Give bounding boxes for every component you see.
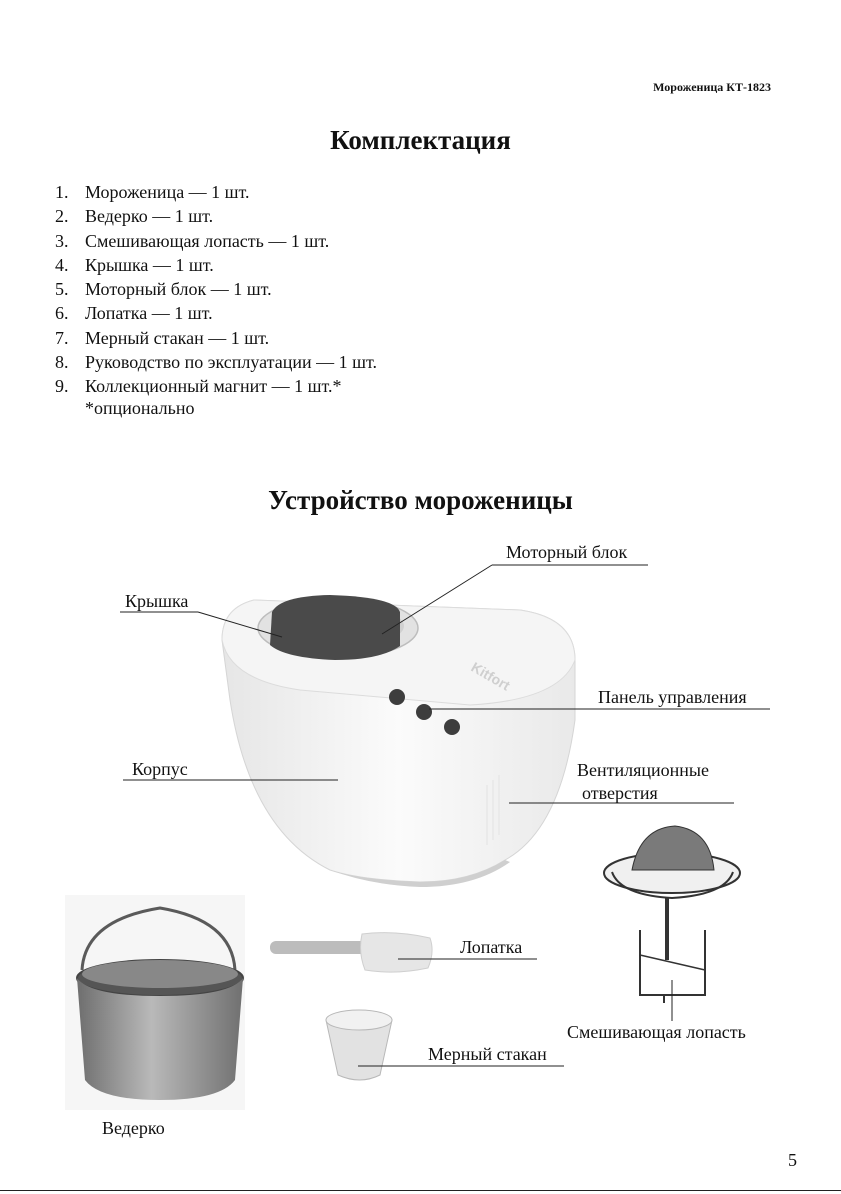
- list-item: 2. Ведерко — 1 шт.: [55, 206, 214, 227]
- measuring-cup-image: [326, 1010, 392, 1080]
- label-lid: Крышка: [125, 591, 189, 611]
- label-spatula: Лопатка: [460, 937, 523, 957]
- list-item: 8. Руководство по эксплуатации — 1 шт.: [55, 352, 377, 373]
- bucket-image: [65, 895, 245, 1110]
- list-item: 6. Лопатка — 1 шт.: [55, 303, 213, 324]
- list-item: 4. Крышка — 1 шт.: [55, 254, 214, 275]
- label-motor-block: Моторный блок: [506, 542, 628, 562]
- list-item: 9. Коллекционный магнит — 1 шт.*: [55, 376, 342, 397]
- ice-cream-maker-image: [222, 595, 575, 887]
- label-vents-line1: Вентиляционные: [577, 760, 710, 780]
- spatula-image: [270, 933, 432, 972]
- list-item: 1. Мороженица — 1 шт.: [55, 182, 250, 202]
- label-vents-line2: отверстия: [582, 783, 658, 803]
- mixing-paddle-image: [604, 826, 740, 1003]
- label-bucket: Ведерко: [102, 1118, 165, 1138]
- label-measuring-cup: Мерный стакан: [428, 1044, 547, 1064]
- footer-divider: [0, 1190, 841, 1191]
- brand-logo: Kitfort: [468, 658, 513, 694]
- section-title-device: Устройство мороженицы: [268, 485, 573, 515]
- label-control-panel: Панель управления: [598, 687, 747, 707]
- list-item: 3. Смешивающая лопасть — 1 шт.: [55, 230, 330, 251]
- page-number: 5: [788, 1150, 797, 1170]
- label-body: Корпус: [132, 759, 188, 779]
- list-item: 5. Моторный блок — 1 шт.: [55, 279, 272, 300]
- optional-note: *опционально: [85, 398, 195, 418]
- document-header: Мороженица КТ-1823: [653, 80, 771, 94]
- label-mixing-paddle: Смешивающая лопасть: [567, 1022, 746, 1042]
- section-title-contents: Комплектация: [330, 125, 511, 155]
- list-item: 7. Мерный стакан — 1 шт.: [55, 327, 270, 348]
